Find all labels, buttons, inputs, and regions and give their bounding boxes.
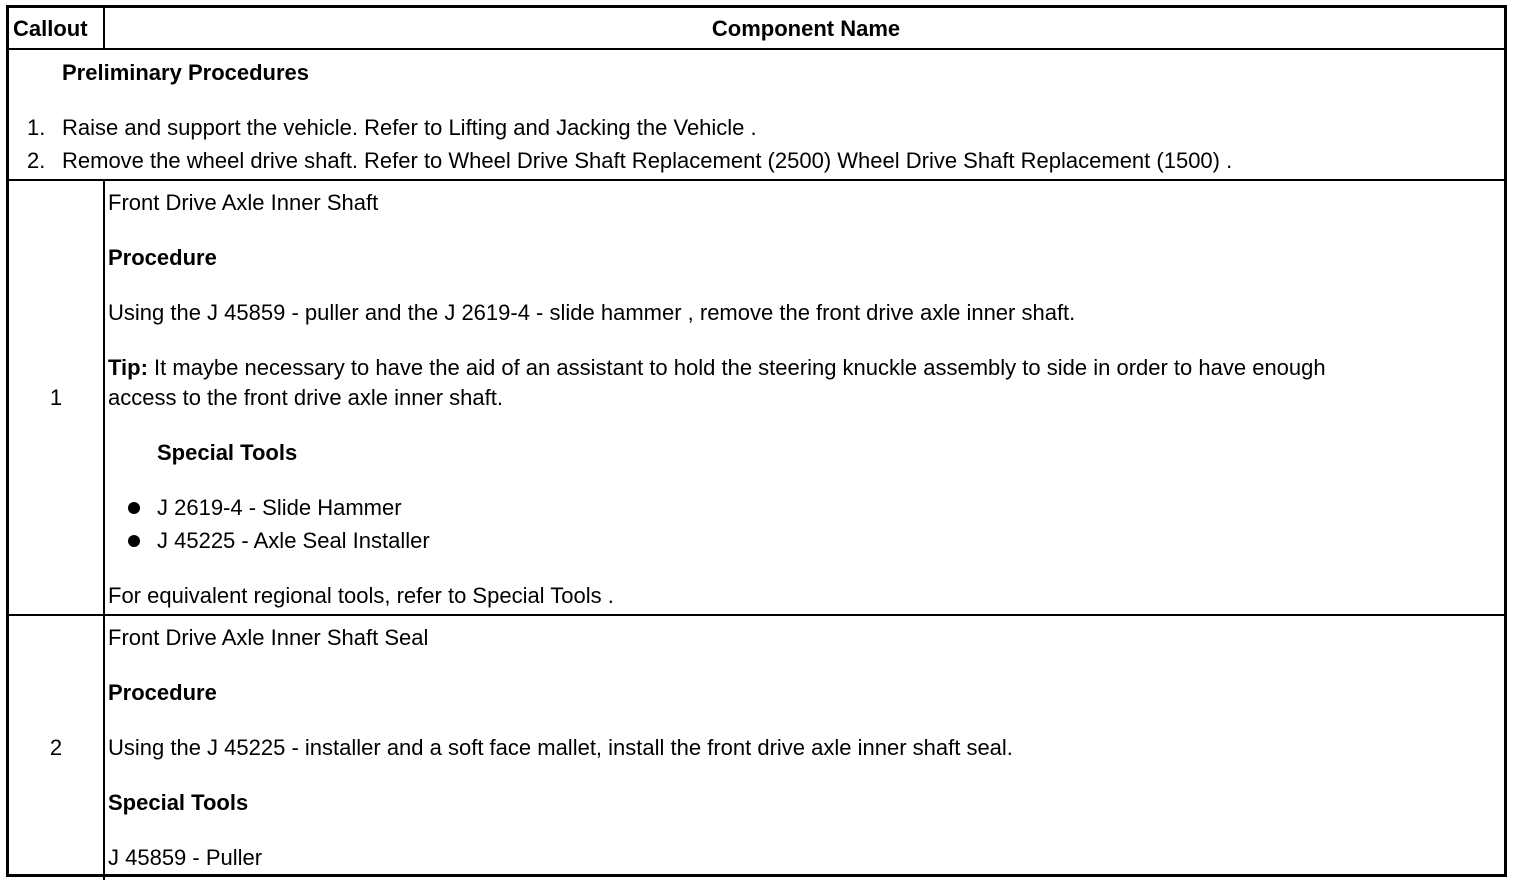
component-name: Front Drive Axle Inner Shaft (108, 190, 379, 215)
tool-item: J 2619-4 - Slide Hammer (157, 495, 402, 520)
callout-number: 2 (49, 735, 63, 760)
special-tools-heading: Special Tools (157, 440, 298, 465)
header-component-name: Component Name (711, 16, 901, 41)
header-callout: Callout (13, 16, 88, 41)
step-text: Remove the wheel drive shaft. Refer to Wheel Drive Shaft Replacement (2500) Wheel Drive Shaft Replacement (1500) . (62, 148, 1233, 173)
component-table (6, 5, 1507, 877)
column-divider (103, 180, 105, 880)
procedure-text: Using the J 45859 - puller and the J 2619-4 - slide hammer , remove the front drive axle inner shaft. (108, 300, 1076, 325)
tip-line-1: It maybe necessary to have the aid of an assistant to hold the steering knuckle assembly to side in order to have enough (147, 355, 1326, 380)
tip-text (108, 355, 1326, 381)
step-number: 1. (27, 115, 46, 140)
tool-item: J 45225 - Axle Seal Installer (157, 528, 430, 553)
row-divider (9, 179, 1504, 181)
bullet-icon (128, 535, 140, 547)
preliminary-title: Preliminary Procedures (62, 60, 310, 85)
tool-item: J 45859 - Puller (108, 845, 263, 870)
step-number: 2. (27, 148, 46, 173)
regional-tools-note: For equivalent regional tools, refer to Special Tools . (108, 583, 614, 608)
procedure-heading: Procedure (108, 245, 217, 270)
step-text: Raise and support the vehicle. Refer to Lifting and Jacking the Vehicle . (62, 115, 757, 140)
bullet-icon (128, 502, 140, 514)
callout-number: 1 (49, 385, 63, 410)
procedure-heading: Procedure (108, 680, 217, 705)
component-name: Front Drive Axle Inner Shaft Seal (108, 625, 429, 650)
special-tools-heading: Special Tools (108, 790, 249, 815)
procedure-text: Using the J 45225 - installer and a soft face mallet, install the front drive axle inner shaft seal. (108, 735, 1013, 760)
row-divider (9, 48, 1504, 50)
tip-line-2: access to the front drive axle inner shaft. (108, 385, 503, 410)
tip-label: Tip: (108, 355, 148, 380)
row-divider (9, 614, 1504, 616)
